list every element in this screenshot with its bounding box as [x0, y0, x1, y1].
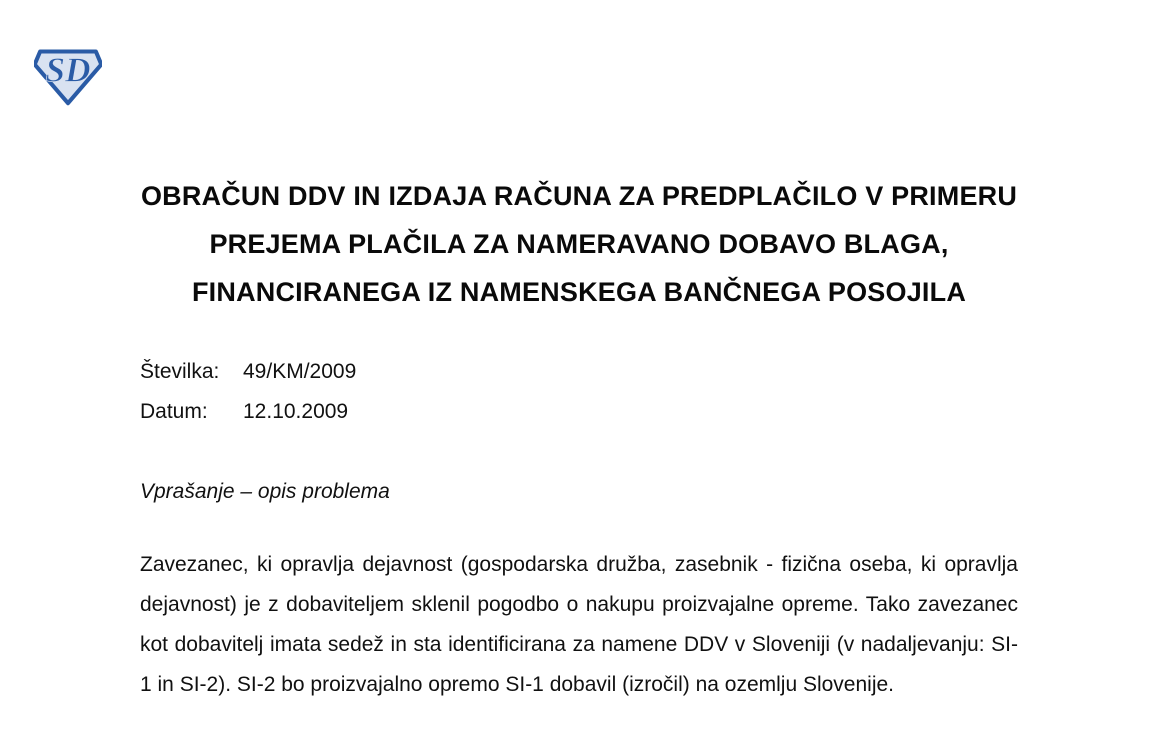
- date-value: 12.10.2009: [243, 400, 349, 423]
- title-line-3: FINANCIRANEGA IZ NAMENSKEGA BANČNEGA POSOJILA: [191, 277, 967, 307]
- sd-diamond-logo-icon: [34, 46, 102, 106]
- title-line-1: OBRAČUN DDV IN IZDAJA RAČUNA ZA PREDPLAČILO V PRIMERU: [140, 181, 1018, 211]
- body-paragraph: Zavezanec, ki opravlja dejavnost (gospodarska družba, zasebnik - fizična oseba, ki opravlja dejavnost) je z dobaviteljem sklenil pogodbo o nakupu proizvajalne opreme. Tako zavezanec kot dobavitelj imata sedež in sta identificirana za namene DDV v Sloveniji (v nadaljevanju: SI-1 in SI-2). SI-2 bo proizvajalno opremo SI-1 dobavil (izročil) na ozemlju Slovenije.: [140, 553, 1018, 696]
- meta-row-number: [140, 352, 1018, 392]
- number-label: Številka:: [140, 360, 220, 383]
- date-label: Datum:: [140, 400, 208, 423]
- logo-letters: SD: [45, 49, 91, 90]
- document-content: [140, 0, 1018, 705]
- number-value: 49/KM/2009: [243, 360, 357, 383]
- meta-row-date: [140, 392, 1018, 432]
- document-meta: [140, 352, 1018, 432]
- page-title: [140, 172, 1018, 316]
- title-line-2: PREJEMA PLAČILA ZA NAMERAVANO DOBAVO BLAGA,: [209, 229, 949, 259]
- section-heading-question: Vprašanje – opis problema: [140, 480, 390, 503]
